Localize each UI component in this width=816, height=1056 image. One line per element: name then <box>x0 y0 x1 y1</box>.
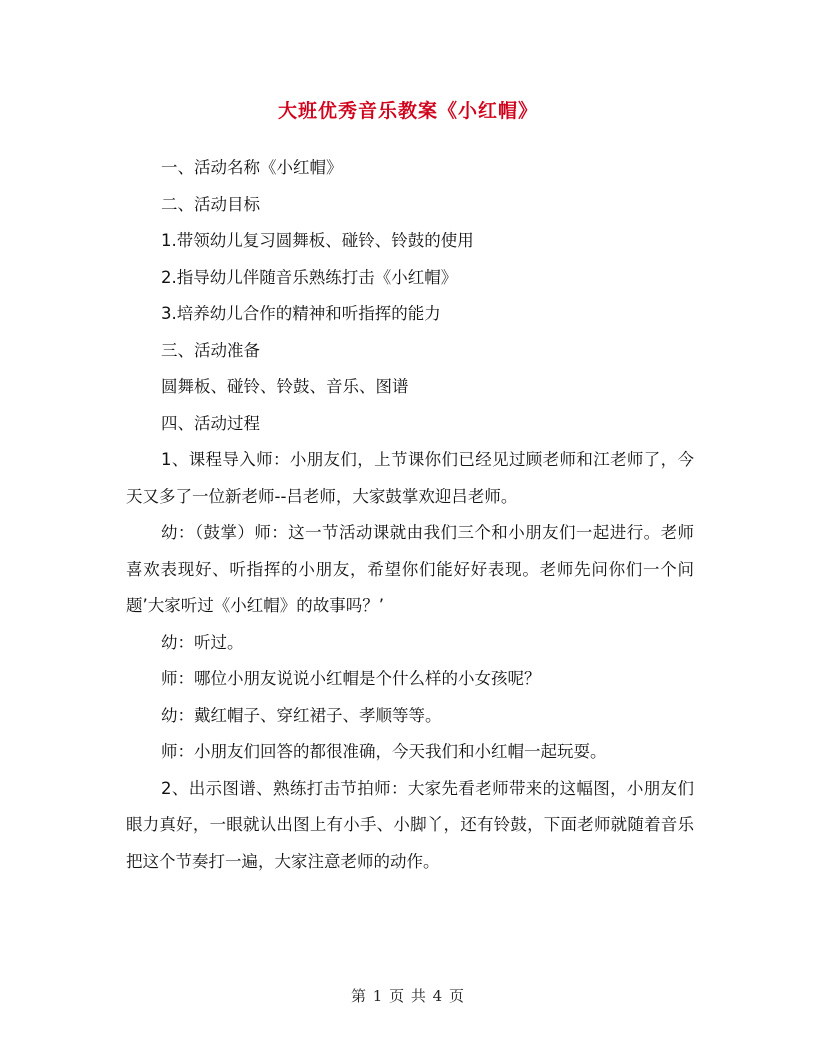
process-paragraph: 师：哪位小朋友说说小红帽是个什么样的小女孩呢？ <box>161 669 541 688</box>
process-paragraph: 幼：听过。 <box>161 632 244 652</box>
document-title: 大班优秀音乐教案《小红帽》 <box>277 100 538 122</box>
goal-item-2: 2.指导幼儿伴随音乐熟练打击《小红帽》 <box>161 267 458 287</box>
goal-item-3: 3.培养幼儿合作的精神和听指挥的能力 <box>161 304 441 323</box>
goal-item-1: 1.带领幼儿复习圆舞板、碰铃、铃鼓的使用 <box>161 231 474 250</box>
preparation-materials: 圆舞板、碰铃、铃鼓、音乐、图谱 <box>161 377 409 396</box>
document-body <box>126 150 694 880</box>
process-paragraph: 1、课程导入师：小朋友们，上节课你们已经见过顾老师和江老师了，今天又多了一位新老师--吕老师，大家鼓掌欢迎吕老师。 <box>126 450 694 506</box>
process-paragraph: 幼：戴红帽子、穿红裙子、孝顺等等。 <box>161 705 442 725</box>
process-paragraph: 2、出示图谱、熟练打击节拍师：大家先看老师带来的这幅图，小朋友们眼力真好，一眼就认出图上有小手、小脚丫，还有铃鼓，下面老师就随着音乐把这个节奏打一遍，大家注意老师的动作。 <box>126 778 694 871</box>
section-heading-activity-process: 四、活动过程 <box>161 413 260 433</box>
section-heading-activity-name: 一、活动名称《小红帽》 <box>161 158 343 177</box>
page-number-footer: 第 1 页 共 4 页 <box>351 987 465 1005</box>
section-heading-activity-preparation: 三、活动准备 <box>161 340 260 360</box>
process-paragraph: 幼：（鼓掌）师：这一节活动课就由我们三个和小朋友们一起进行。老师喜欢表现好、听指挥的小朋友，希望你们能好好表现。老师先问你们一个问题’大家听过《小红帽》的故事吗？’ <box>126 523 694 615</box>
section-heading-activity-goals: 二、活动目标 <box>161 194 260 214</box>
process-paragraph: 师：小朋友们回答的都很准确，今天我们和小红帽一起玩耍。 <box>161 742 607 761</box>
